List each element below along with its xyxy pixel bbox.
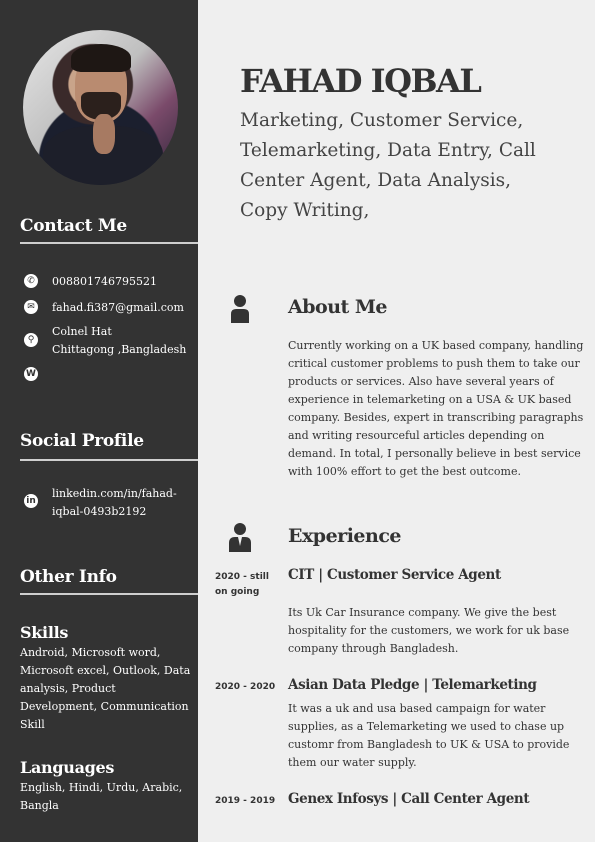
job-date: 2020 - still on going <box>215 572 269 597</box>
business-person-icon <box>228 522 252 552</box>
social-heading: Social Profile <box>20 431 144 451</box>
sidebar <box>0 0 198 842</box>
job-date: 2020 - 2020 <box>215 682 276 692</box>
contact-website[interactable] <box>24 366 38 381</box>
wordpress-icon[interactable]: W <box>24 367 38 381</box>
languages-text: English, Hindi, Urdu, Arabic, Bangla <box>20 781 183 812</box>
contact-phone <box>24 273 157 291</box>
linkedin-text[interactable]: linkedin.com/in/fahad-iqbal-0493b2192 <box>52 487 177 518</box>
contact-address <box>24 323 186 359</box>
job-date: 2019 - 2019 <box>215 796 276 806</box>
languages-heading: Languages <box>20 758 115 777</box>
contact-divider <box>20 242 198 244</box>
other-info-divider <box>20 593 198 595</box>
linkedin-icon: in <box>24 494 38 508</box>
job-roles: Marketing, Customer Service, Telemarketing, Data Entry, Call Center Agent, Data Analysis, Copy Writing, <box>240 110 536 221</box>
skills-text: Android, Microsoft word, Microsoft excel, Outlook, Data analysis, Product Development, Communication Skill <box>20 646 191 731</box>
profile-photo <box>23 30 178 185</box>
job-title: Asian Data Pledge | Telemarketing <box>288 677 537 693</box>
address-line-1: Colnel Hat <box>52 325 112 338</box>
skills-heading: Skills <box>20 623 69 642</box>
email-text[interactable]: fahad.fi387@gmail.com <box>52 301 184 314</box>
about-heading: About Me <box>288 296 388 318</box>
address-text <box>52 323 186 359</box>
other-info-heading: Other Info <box>20 567 117 587</box>
job-title: Genex Infosys | Call Center Agent <box>288 791 530 807</box>
address-line-2: Chittagong ,Bangladesh <box>52 343 187 356</box>
job-description: Its Uk Car Insurance company. We give the best hospitality for the customers, we work for uk base company through Bangladesh. <box>288 606 570 655</box>
experience-heading: Experience <box>288 525 401 547</box>
about-text: Currently working on a UK based company, handling critical customer problems to push them to take our products or services. Also have several years of experience in telemarketing on a USA & UK based company. Besides, expert in transcribing paragraphs and writing resourceful articles depending on demand. In total, I personally believe in best service with 100% effort to get the best outcome. <box>288 339 584 478</box>
email-icon: ✉ <box>24 300 38 314</box>
job-description: It was a uk and usa based campaign for water supplies, as a Telemarketing we used to chase up customr from Bangladesh to UK & USA to provide them our water supply. <box>288 702 570 769</box>
contact-email[interactable] <box>24 299 184 317</box>
contact-heading: Contact Me <box>20 216 127 236</box>
phone-icon: ✆ <box>24 274 38 288</box>
phone-text: 008801746795521 <box>52 275 157 288</box>
full-name: FAHAD IQBAL <box>240 62 481 100</box>
person-icon <box>229 294 251 324</box>
location-pin-icon: ⚲ <box>24 333 38 347</box>
social-divider <box>20 459 198 461</box>
social-linkedin[interactable] <box>24 485 182 521</box>
job-title: CIT | Customer Service Agent <box>288 567 501 583</box>
